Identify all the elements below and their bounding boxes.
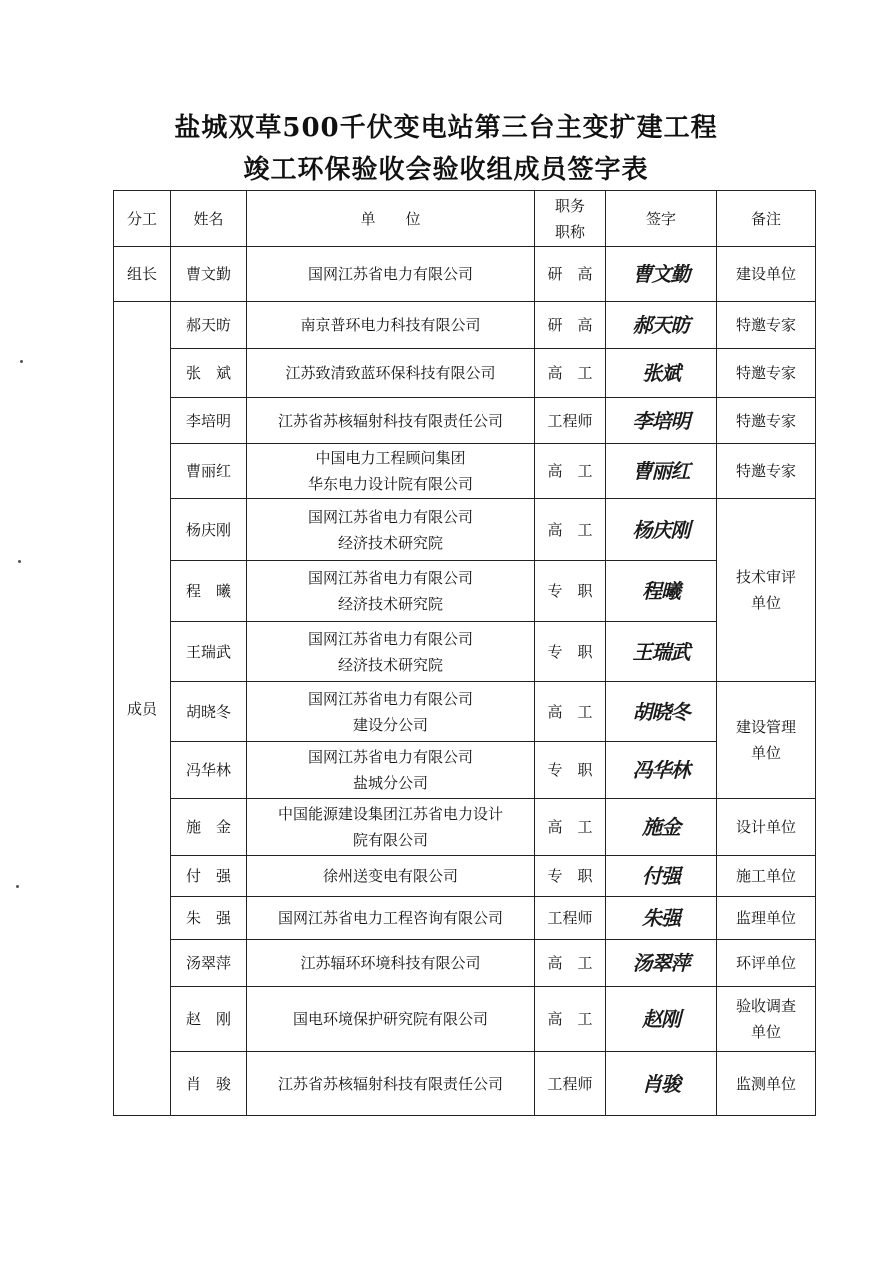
table-row bbox=[114, 622, 816, 682]
member-signature: 肖骏 bbox=[606, 1052, 717, 1116]
table-row bbox=[114, 856, 816, 897]
member-name: 汤翠萍 bbox=[171, 940, 247, 987]
note-line: 单位 bbox=[750, 1023, 781, 1041]
member-note: 施工单位 bbox=[717, 856, 816, 897]
member-signature: 郝天昉 bbox=[606, 302, 717, 349]
member-title: 高 工 bbox=[535, 940, 606, 987]
header-signature: 签字 bbox=[606, 191, 717, 247]
member-name: 赵 刚 bbox=[171, 987, 247, 1052]
member-unit-line: 江苏辐环环境科技有限公司 bbox=[300, 954, 481, 972]
member-unit bbox=[247, 799, 535, 856]
member-unit-line: 中国电力工程顾问集团 bbox=[315, 449, 466, 467]
member-signature: 汤翠萍 bbox=[606, 940, 717, 987]
member-unit-line: 经济技术研究院 bbox=[337, 595, 443, 613]
table-row bbox=[114, 302, 816, 349]
member-unit bbox=[247, 398, 535, 444]
member-title: 高 工 bbox=[535, 987, 606, 1052]
member-name: 胡晓冬 bbox=[171, 682, 247, 742]
member-name: 朱 强 bbox=[171, 897, 247, 940]
table-row-leader bbox=[114, 247, 816, 302]
table-row bbox=[114, 940, 816, 987]
member-title: 专 职 bbox=[535, 622, 606, 682]
member-note: 环评单位 bbox=[717, 940, 816, 987]
note-line: 验收调查 bbox=[735, 997, 796, 1015]
member-signature: 施金 bbox=[606, 799, 717, 856]
member-title: 工程师 bbox=[535, 897, 606, 940]
member-unit bbox=[247, 622, 535, 682]
member-title: 专 职 bbox=[535, 561, 606, 622]
member-title: 专 职 bbox=[535, 742, 606, 799]
member-note: 特邀专家 bbox=[717, 302, 816, 349]
leader-title: 研 高 bbox=[535, 247, 606, 302]
member-title: 高 工 bbox=[535, 499, 606, 561]
member-unit bbox=[247, 561, 535, 622]
table-row bbox=[114, 987, 816, 1052]
table-row bbox=[114, 1052, 816, 1116]
note-line: 技术审评 bbox=[735, 568, 796, 586]
note-line: 单位 bbox=[750, 744, 781, 762]
member-title: 专 职 bbox=[535, 856, 606, 897]
note-construction-mgmt bbox=[717, 682, 816, 799]
member-unit bbox=[247, 302, 535, 349]
table-row bbox=[114, 897, 816, 940]
scan-speck bbox=[18, 560, 21, 563]
member-unit-line: 国电环境保护研究院有限公司 bbox=[292, 1010, 488, 1028]
member-title: 研 高 bbox=[535, 302, 606, 349]
header-note: 备注 bbox=[717, 191, 816, 247]
table-row bbox=[114, 799, 816, 856]
member-unit-line: 院有限公司 bbox=[352, 831, 428, 849]
leader-unit: 国网江苏省电力有限公司 bbox=[247, 247, 535, 302]
member-unit-line: 经济技术研究院 bbox=[337, 655, 443, 674]
member-unit bbox=[247, 987, 535, 1052]
table-row bbox=[114, 398, 816, 444]
member-name: 冯华林 bbox=[171, 742, 247, 799]
member-signature: 王瑞武 bbox=[606, 622, 717, 682]
document-title-line-1: 盐城双草500千伏变电站第三台主变扩建工程 bbox=[174, 113, 718, 143]
member-unit-line: 经济技术研究院 bbox=[337, 533, 443, 552]
scan-speck bbox=[16, 885, 19, 888]
member-signature: 冯华林 bbox=[606, 742, 717, 799]
table-row bbox=[114, 349, 816, 398]
member-unit-line: 国网江苏省电力有限公司 bbox=[307, 748, 473, 766]
member-name: 肖 骏 bbox=[171, 1052, 247, 1116]
member-unit bbox=[247, 856, 535, 897]
member-unit bbox=[247, 742, 535, 799]
member-unit bbox=[247, 897, 535, 940]
member-signature: 曹丽红 bbox=[606, 444, 717, 499]
table-header-row bbox=[114, 191, 816, 247]
member-unit-line: 江苏省苏核辐射科技有限责任公司 bbox=[277, 411, 503, 430]
table-row bbox=[114, 742, 816, 799]
header-position-line-2: 职称 bbox=[554, 222, 585, 241]
member-unit bbox=[247, 682, 535, 742]
leader-name: 曹文勤 bbox=[171, 247, 247, 302]
member-name: 施 金 bbox=[171, 799, 247, 856]
member-unit-line: 建设分公司 bbox=[352, 715, 428, 734]
member-unit-line: 国网江苏省电力有限公司 bbox=[307, 689, 473, 708]
member-name: 付 强 bbox=[171, 856, 247, 897]
member-note: 监测单位 bbox=[717, 1052, 816, 1116]
member-unit-line: 江苏省苏核辐射科技有限责任公司 bbox=[277, 1074, 503, 1093]
member-note: 特邀专家 bbox=[717, 349, 816, 398]
scan-speck bbox=[20, 360, 23, 363]
header-name: 姓名 bbox=[171, 191, 247, 247]
member-note: 特邀专家 bbox=[717, 398, 816, 444]
member-name: 曹丽红 bbox=[171, 444, 247, 499]
document-title-line-2: 竣工环保验收会验收组成员签字表 bbox=[243, 155, 649, 185]
member-signature: 付强 bbox=[606, 856, 717, 897]
member-unit bbox=[247, 349, 535, 398]
member-unit bbox=[247, 1052, 535, 1116]
member-unit-line: 国网江苏省电力有限公司 bbox=[307, 629, 473, 648]
member-name: 郝天昉 bbox=[171, 302, 247, 349]
member-unit-line: 国网江苏省电力有限公司 bbox=[307, 507, 473, 526]
signature-table bbox=[113, 190, 816, 1116]
member-title: 工程师 bbox=[535, 1052, 606, 1116]
member-name: 李培明 bbox=[171, 398, 247, 444]
member-unit-line: 南京普环电力科技有限公司 bbox=[300, 316, 481, 334]
member-unit-line: 徐州送变电有限公司 bbox=[322, 867, 458, 885]
header-role: 分工 bbox=[114, 191, 171, 247]
table-row bbox=[114, 444, 816, 499]
table-row bbox=[114, 682, 816, 742]
leader-signature: 曹文勤 bbox=[606, 247, 717, 302]
header-position bbox=[535, 191, 606, 247]
member-unit-line: 华东电力设计院有限公司 bbox=[307, 475, 473, 493]
member-name: 杨庆刚 bbox=[171, 499, 247, 561]
member-note: 监理单位 bbox=[717, 897, 816, 940]
member-signature: 张斌 bbox=[606, 349, 717, 398]
member-name: 张 斌 bbox=[171, 349, 247, 398]
member-signature: 李培明 bbox=[606, 398, 717, 444]
member-unit-line: 中国能源建设集团江苏省电力设计 bbox=[277, 805, 503, 823]
note-tech-review bbox=[717, 499, 816, 682]
leader-note: 建设单位 bbox=[717, 247, 816, 302]
member-unit-line: 江苏致清致蓝环保科技有限公司 bbox=[285, 364, 496, 382]
role-member: 成员 bbox=[114, 302, 171, 1116]
note-line: 单位 bbox=[750, 594, 781, 612]
header-unit: 单 位 bbox=[247, 191, 535, 247]
member-title: 高 工 bbox=[535, 682, 606, 742]
member-unit bbox=[247, 940, 535, 987]
header-position-line-1: 职务 bbox=[554, 196, 585, 215]
member-signature: 赵刚 bbox=[606, 987, 717, 1052]
table-row bbox=[114, 561, 816, 622]
member-note bbox=[717, 987, 816, 1052]
member-title: 高 工 bbox=[535, 349, 606, 398]
role-leader: 组长 bbox=[114, 247, 171, 302]
member-name: 程 曦 bbox=[171, 561, 247, 622]
member-title: 高 工 bbox=[535, 799, 606, 856]
member-unit-line: 国网江苏省电力工程咨询有限公司 bbox=[277, 909, 503, 927]
member-note: 特邀专家 bbox=[717, 444, 816, 499]
member-signature: 程曦 bbox=[606, 561, 717, 622]
member-title: 工程师 bbox=[535, 398, 606, 444]
note-line: 建设管理 bbox=[735, 718, 796, 736]
member-note: 设计单位 bbox=[717, 799, 816, 856]
member-title: 高 工 bbox=[535, 444, 606, 499]
member-unit bbox=[247, 499, 535, 561]
member-signature: 朱强 bbox=[606, 897, 717, 940]
member-unit-line: 国网江苏省电力有限公司 bbox=[307, 569, 473, 587]
table-row bbox=[114, 499, 816, 561]
member-name: 王瑞武 bbox=[171, 622, 247, 682]
member-signature: 杨庆刚 bbox=[606, 499, 717, 561]
member-signature: 胡晓冬 bbox=[606, 682, 717, 742]
member-unit-line: 盐城分公司 bbox=[352, 774, 428, 792]
member-unit bbox=[247, 444, 535, 499]
